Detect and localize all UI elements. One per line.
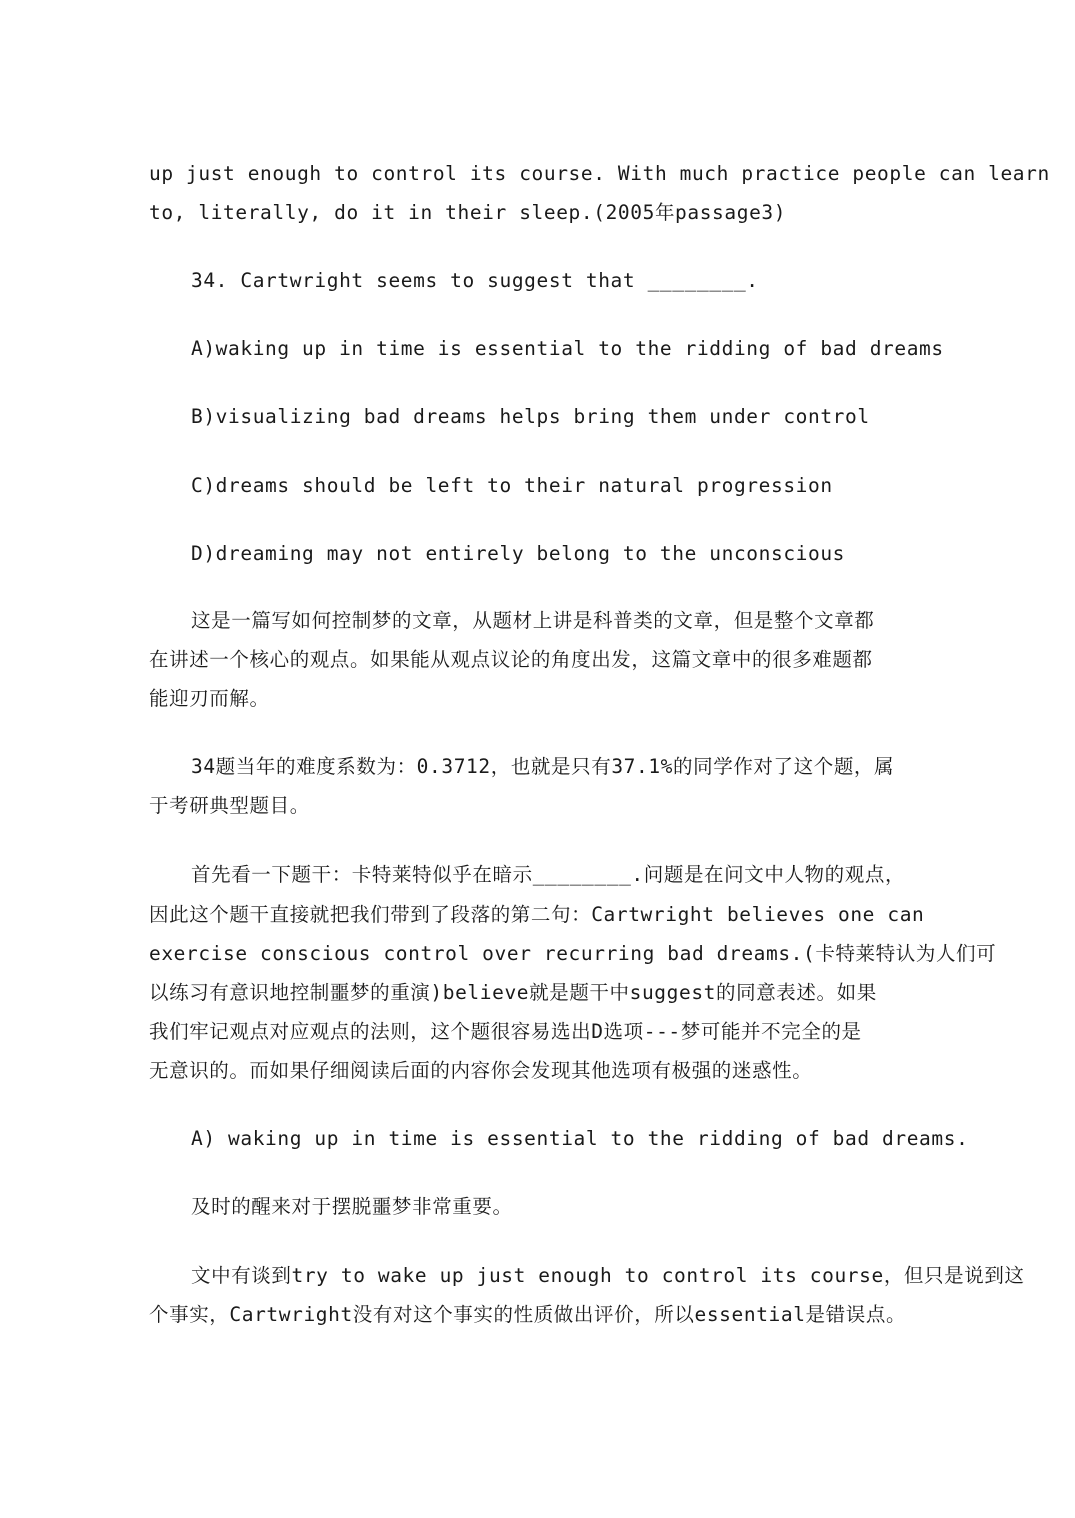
paragraph-line: 于考研典型题目。 [149,794,310,817]
paragraph-line: 首先看一下题干：卡特莱特似乎在暗示________.问题是在问文中人物的观点， [191,863,906,886]
paragraph-line: 在讲述一个核心的观点。如果能从观点议论的角度出发，这篇文章中的很多难题都 [149,648,873,671]
paragraph-line: up just enough to control its course. With much practice people can learn [149,162,1050,185]
paragraph-line: 我们牢记观点对应观点的法则，这个题很容易选出D选项---梦可能并不完全的是 [149,1020,862,1043]
paragraph-line: 以练习有意识地控制噩梦的重演)believe就是题干中suggest的同意表述。如果 [149,981,877,1004]
option-b: B)visualizing bad dreams helps bring them under control [191,405,870,428]
option-a-quote: A) waking up in time is essential to the ridding of bad dreams. [191,1127,969,1150]
option-a-translation: 及时的醒来对于摆脱噩梦非常重要。 [191,1195,513,1218]
paragraph-line: 这是一篇写如何控制梦的文章，从题材上讲是科普类的文章，但是整个文章都 [191,609,875,632]
paragraph-line: 文中有谈到try to wake up just enough to control its course，但只是说到这 [191,1264,1025,1287]
paragraph-line: 无意识的。而如果仔细阅读后面的内容你会发现其他选项有极强的迷惑性。 [149,1059,813,1082]
option-c: C)dreams should be left to their natural progression [191,474,833,497]
option-a: A)waking up in time is essential to the ridding of bad dreams [191,337,944,360]
paragraph-line: to, literally, do it in their sleep.(2005年passage3) [149,201,787,224]
paragraph-line: 34题当年的难度系数为：0.3712，也就是只有37.1%的同学作对了这个题，属 [191,755,895,778]
paragraph-line: 个事实，Cartwright没有对这个事实的性质做出评价，所以essential是错误点。 [149,1303,907,1326]
paragraph-line: exercise conscious control over recurring bad dreams.(卡特莱特认为人们可 [149,942,997,965]
question-stem: 34. Cartwright seems to suggest that ________. [191,269,759,292]
paragraph-line: 能迎刃而解。 [149,687,270,710]
option-d: D)dreaming may not entirely belong to the unconscious [191,542,846,565]
paragraph-line: 因此这个题干直接就把我们带到了段落的第二句：Cartwright believes one can [149,903,925,926]
